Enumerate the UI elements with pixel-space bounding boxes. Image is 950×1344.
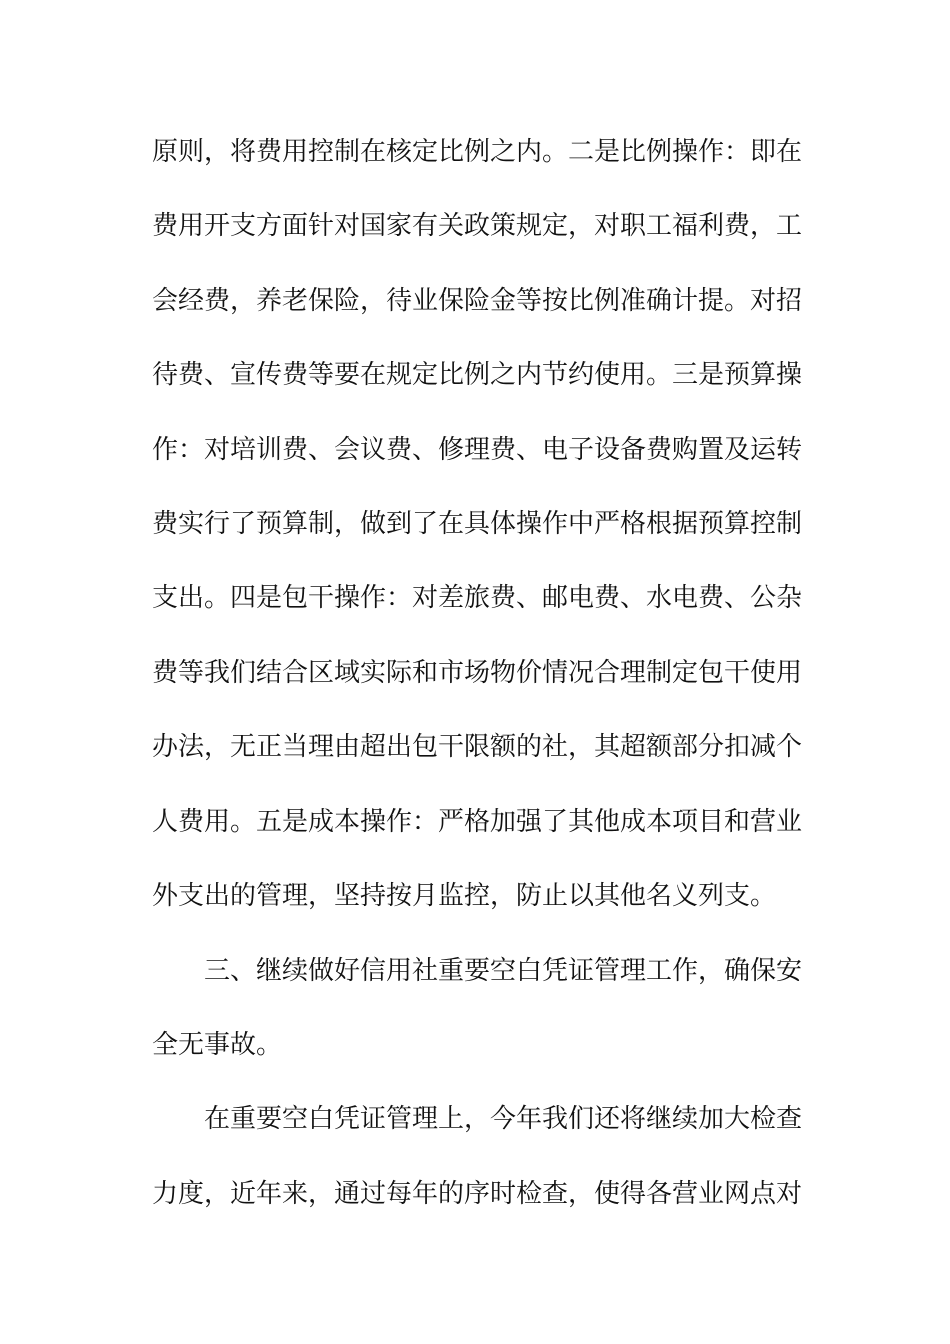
section-heading-line: 全无事故。 bbox=[152, 1030, 283, 1060]
text-line: 费用开支方面针对国家有关政策规定，对职工福利费，工 bbox=[152, 211, 803, 241]
text-line: 会经费，养老保险，待业保险金等按比例准确计提。对招 bbox=[152, 286, 803, 316]
section-heading-line: 三、继续做好信用社重要空白凭证管理工作，确保安 bbox=[204, 956, 803, 986]
text-line: 在重要空白凭证管理上，今年我们还将继续加大检查 bbox=[204, 1104, 803, 1134]
text-line: 办法，无正当理由超出包干限额的社，其超额部分扣减个 bbox=[152, 732, 803, 762]
text-line: 费等我们结合区域实际和市场物价情况合理制定包干使用 bbox=[152, 658, 803, 688]
text-line: 费实行了预算制，做到了在具体操作中严格根据预算控制 bbox=[152, 509, 803, 539]
text-line: 原则，将费用控制在核定比例之内。二是比例操作：即在 bbox=[152, 137, 803, 167]
text-line: 支出。四是包干操作：对差旅费、邮电费、水电费、公杂 bbox=[152, 583, 803, 613]
text-line: 人费用。五是成本操作：严格加强了其他成本项目和营业 bbox=[152, 807, 803, 837]
text-line: 作：对培训费、会议费、修理费、电子设备费购置及运转 bbox=[152, 435, 803, 465]
text-line: 待费、宣传费等要在规定比例之内节约使用。三是预算操 bbox=[152, 360, 803, 390]
text-line: 外支出的管理，坚持按月监控，防止以其他名义列支。 bbox=[152, 881, 777, 911]
text-line: 力度，近年来，通过每年的序时检查，使得各营业网点对 bbox=[152, 1179, 803, 1209]
